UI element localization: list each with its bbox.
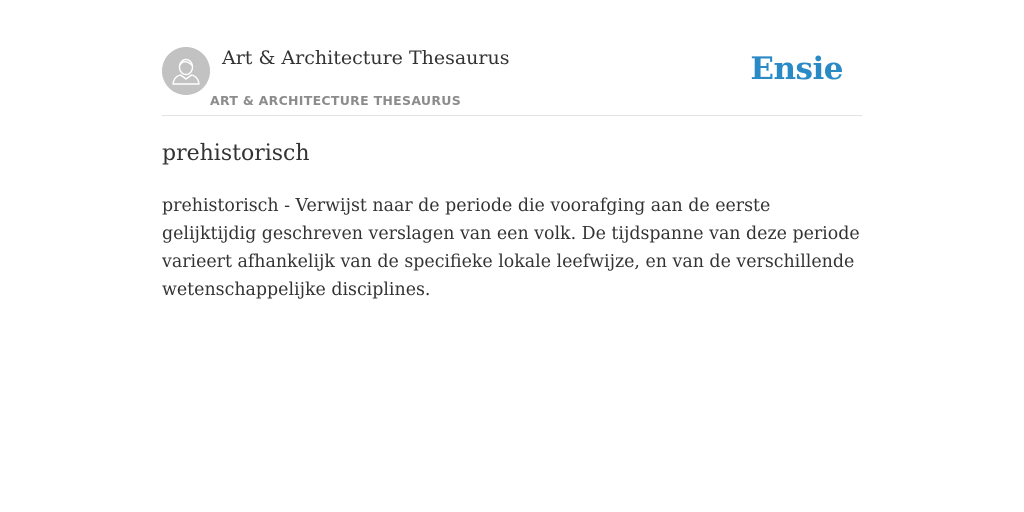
author-source-label: ART & ARCHITECTURE THESAURUS — [210, 93, 462, 108]
author-header — [162, 0, 862, 116]
author-name[interactable]: Art & Architecture Thesaurus — [222, 47, 510, 69]
ensie-logo[interactable]: Ensie — [750, 51, 843, 87]
user-avatar-icon[interactable] — [162, 47, 210, 95]
definition-text: prehistorisch - Verwijst naar de periode die voorafging aan de eerste gelijktijdig geschreven verslagen van een volk. De tijdspanne van deze periode varieert afhankelijk van de specifieke lokale leefwijze, en van de verschillende wetenschappelijke disciplines. — [162, 196, 860, 300]
page-title: prehistorisch — [162, 141, 310, 166]
